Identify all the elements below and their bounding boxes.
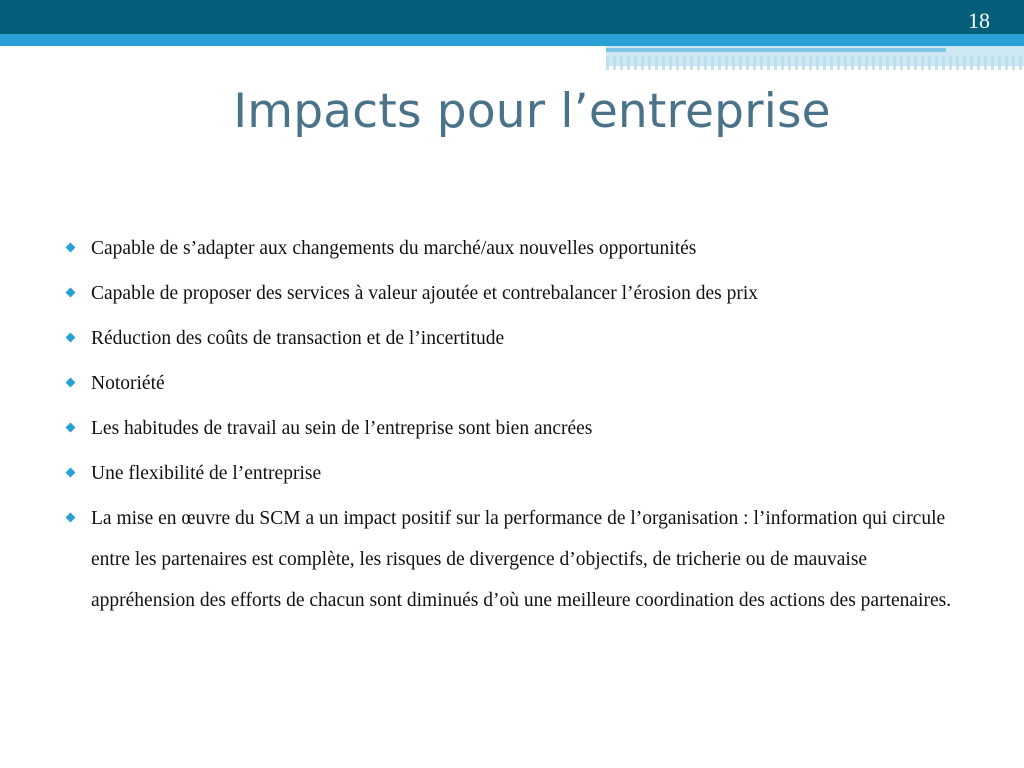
bullet-item	[64, 318, 964, 359]
bullet-item	[64, 363, 964, 404]
bullet-item	[64, 453, 964, 494]
diamond-bullet-icon	[66, 288, 76, 298]
bullet-item	[64, 228, 964, 269]
bullet-list	[64, 228, 964, 625]
diamond-bullet-icon	[66, 243, 76, 253]
bullet-text: Capable de s’adapter aux changements du marché/aux nouvelles opportunités	[91, 238, 697, 259]
diamond-bullet-icon	[66, 378, 76, 388]
bullet-text: La mise en œuvre du SCM a un impact positif sur la performance de l’organisation : l’information qui circule entre les partenaires est complète, les risques de divergence d’objectifs, de tricherie ou de mauvaise appréhension des efforts de chacun sont diminués d’où une meilleure coordination des actions des partenaires.	[91, 508, 952, 611]
slide-number: 18	[968, 8, 990, 33]
bullet-text: Réduction des coûts de transaction et de l’incertitude	[91, 328, 505, 349]
decorative-strip-pattern	[606, 56, 1024, 70]
header-divider	[0, 46, 606, 50]
diamond-bullet-icon	[66, 423, 76, 433]
bullet-item	[64, 408, 964, 449]
header-band	[0, 0, 1024, 34]
bullet-text: Notoriété	[91, 373, 165, 394]
slide-title: Impacts pour l’entreprise	[233, 84, 831, 139]
header-accent-band	[0, 34, 1024, 46]
diamond-bullet-icon	[66, 333, 76, 343]
bullet-item	[64, 273, 964, 314]
diamond-bullet-icon	[66, 513, 76, 523]
diamond-bullet-icon	[66, 468, 76, 478]
bullet-text: Capable de proposer des services à valeur ajoutée et contrebalancer l’érosion des prix	[91, 283, 759, 304]
bullet-item	[64, 498, 964, 621]
bullet-text: Une flexibilité de l’entreprise	[91, 463, 322, 484]
decorative-strip-line	[606, 48, 946, 52]
bullet-text: Les habitudes de travail au sein de l’entreprise sont bien ancrées	[91, 418, 593, 439]
